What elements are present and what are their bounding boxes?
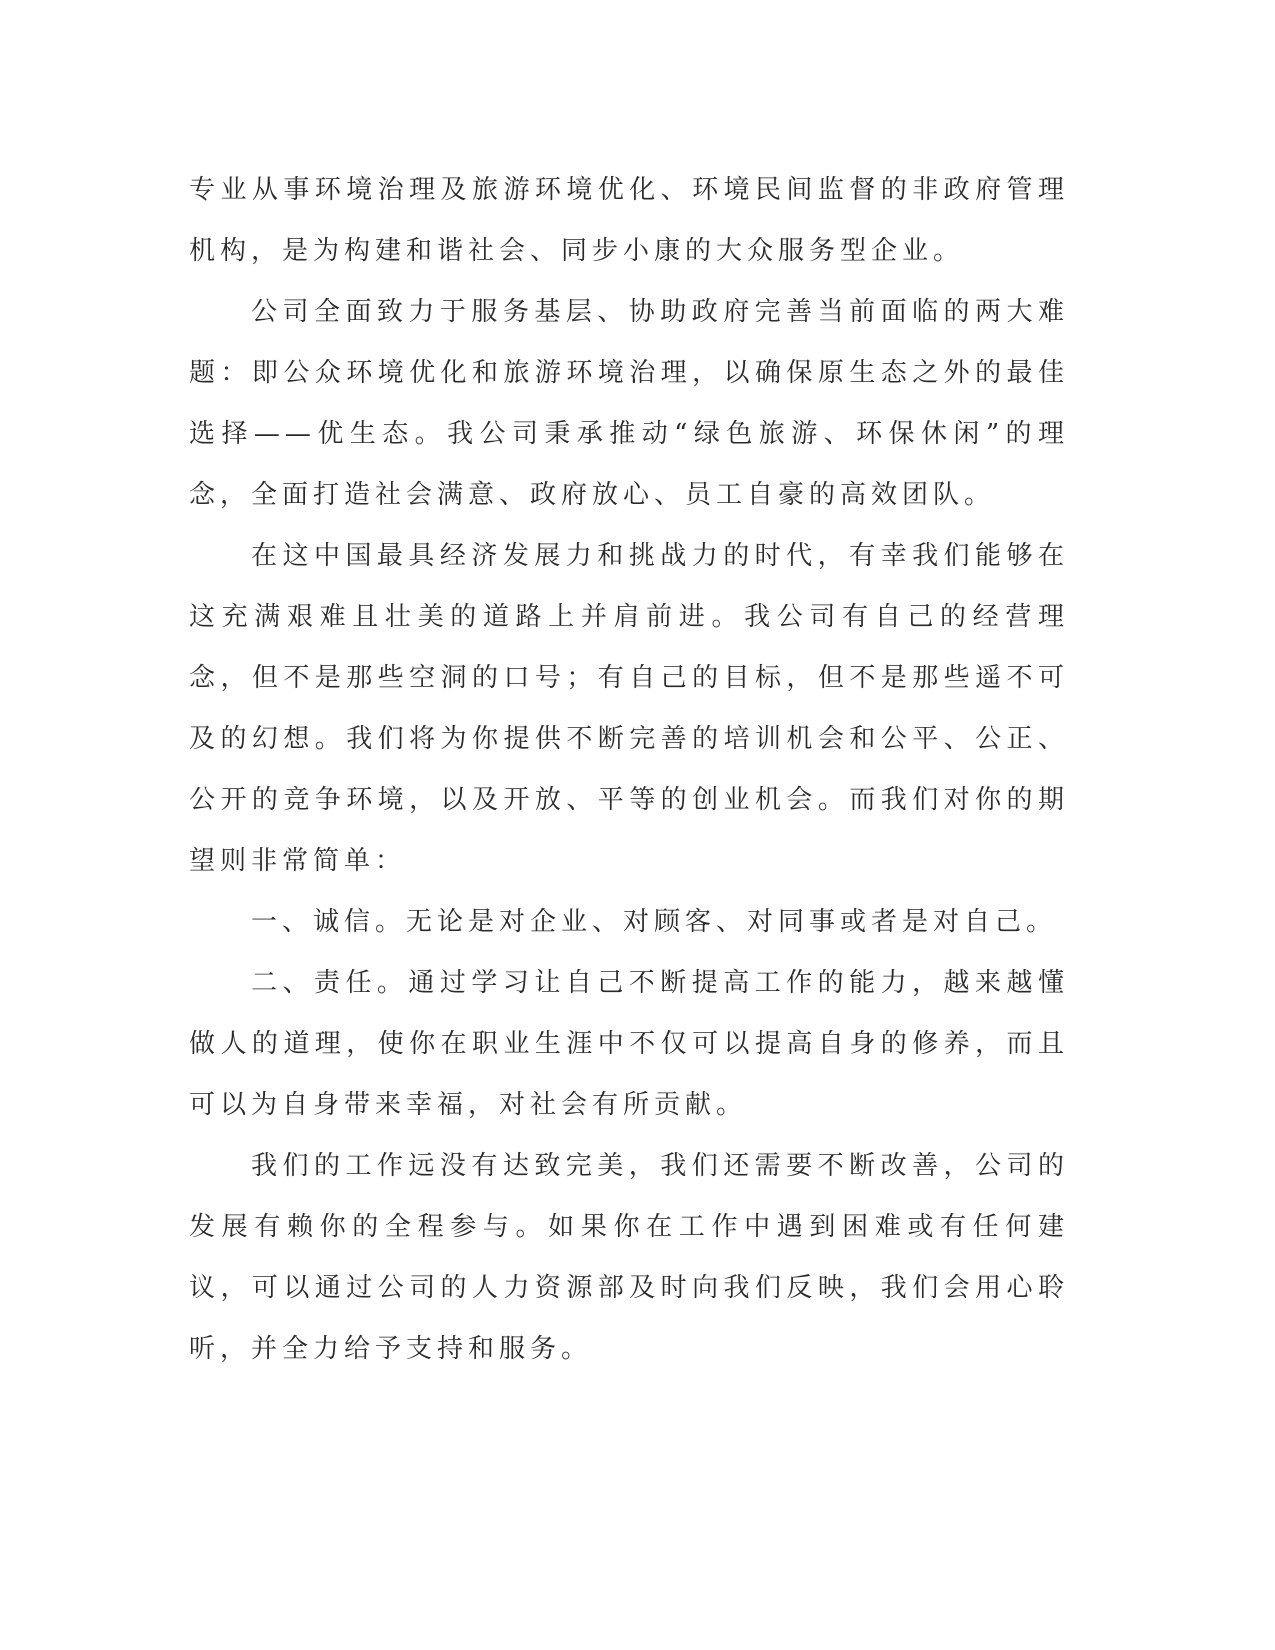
document-body [189, 160, 1069, 1380]
paragraph-2: 公司全面致力于服务基层、协助政府完善当前面临的两大难题：即公众环境优化和旅游环境治理，以确保原生态之外的最佳选择——优生态。我公司秉承推动“绿色旅游、环保休闲”的理念，全面打造社会满意、政府放心、员工自豪的高效团队。 [189, 297, 1069, 510]
paragraph-4: 一、诚信。无论是对企业、对顾客、对同事或者是对自己。 [251, 907, 1058, 937]
paragraph-1: 专业从事环境治理及旅游环境优化、环境民间监督的非政府管理机构，是为构建和谐社会、同步小康的大众服务型企业。 [189, 175, 1069, 266]
paragraph-5: 二、责任。通过学习让自己不断提高工作的能力，越来越懂做人的道理，使你在职业生涯中不仅可以提高自身的修养，而且可以为自身带来幸福，对社会有所贡献。 [189, 968, 1069, 1120]
paragraph-3: 在这中国最具经济发展力和挑战力的时代，有幸我们能够在这充满艰难且壮美的道路上并肩前进。我公司有自己的经营理念，但不是那些空洞的口号；有自己的目标，但不是那些遥不可及的幻想。我们将为你提供不断完善的培训机会和公平、公正、公开的竞争环境，以及开放、平等的创业机会。而我们对你的期望则非常简单： [189, 541, 1069, 876]
paragraph-6: 我们的工作远没有达致完美，我们还需要不断改善，公司的发展有赖你的全程参与。如果你在工作中遇到困难或有任何建议，可以通过公司的人力资源部及时向我们反映，我们会用心聆听，并全力给予支持和服务。 [189, 1151, 1069, 1364]
